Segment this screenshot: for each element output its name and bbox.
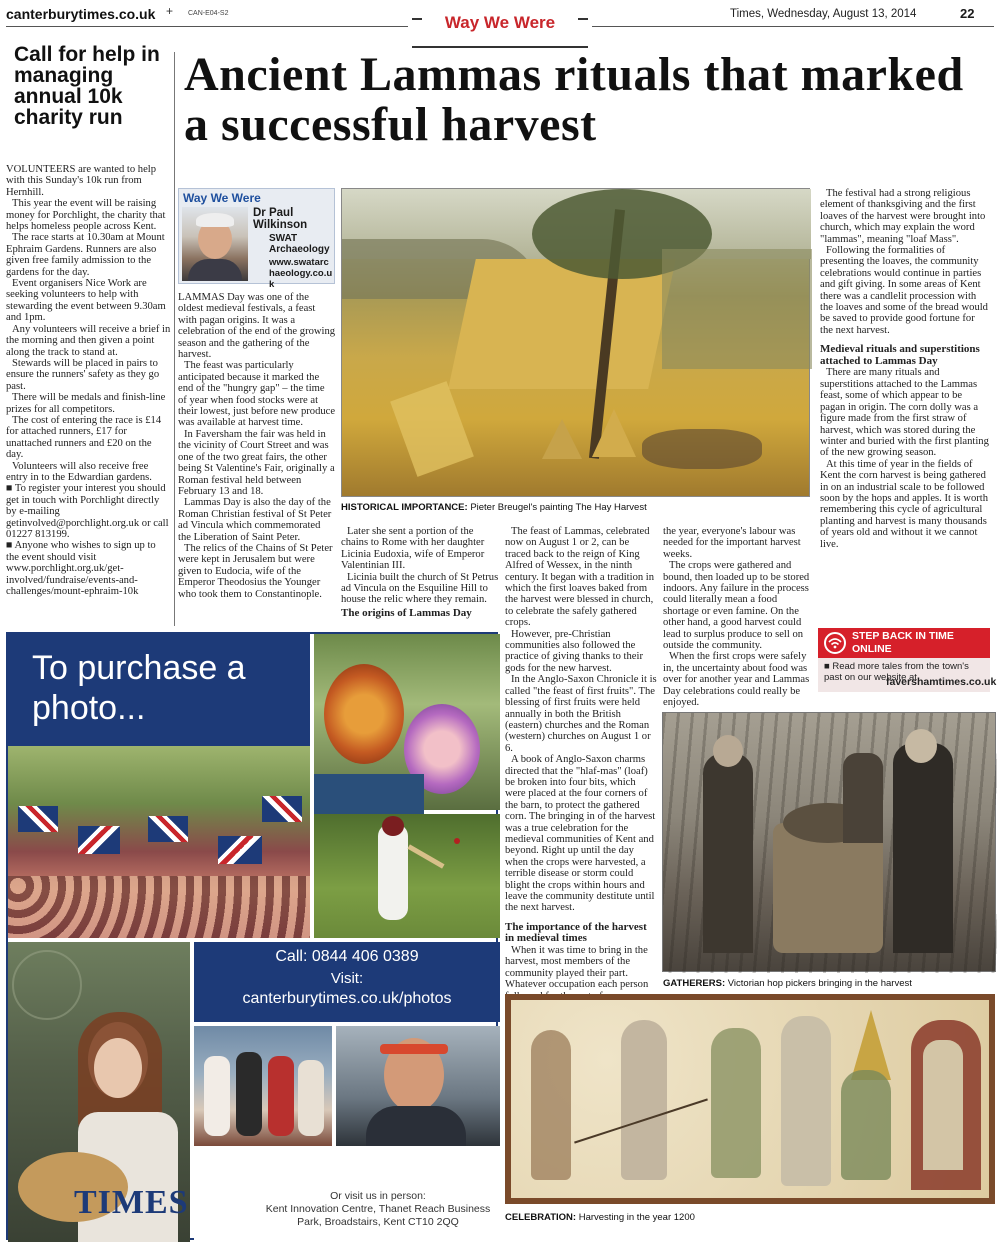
author-photo: [182, 207, 248, 281]
story-paragraph: There are many rituals and superstitions attached to the Lammas feast, some of which appear to be pagan in origin. The corn dolly was a figure made from the first straw of harvest, which was stored during the winter and buried with the first planting of the new growing season.: [820, 367, 989, 459]
author-name: Dr Paul Wilkinson: [253, 207, 308, 231]
story-paragraph: When it was time to bring in the harvest, most members of the community played their part. Whatever occupation each person: [505, 945, 649, 991]
story-paragraph: At this time of year in the fields of Kent the corn harvest is being gathered in on an industrial scale to be followed soon by the hops and apples. It is worth remembering this cycle of agricultural planting and harvest is many thousands of years old and without it we cannot live.: [820, 458, 989, 550]
story-paragraph: the year, everyone's labour was needed for the important harvest weeks.: [663, 526, 801, 560]
story-subhead: The origins of Lammas Day: [341, 606, 472, 619]
story-subhead: Medieval rituals and superstitions attached to Lammas Day: [820, 343, 980, 367]
sidebar-paragraph: Event organisers Nice Work are seeking volunteers to help with stewarding the event between 9.30am and 1pm.: [6, 278, 166, 324]
address-text: Kent Innovation Centre, Thanet Reach Business Park, Broadstairs, Kent CT10 2QQ: [265, 1203, 491, 1228]
sidebar-paragraph: The race starts at 10.30am at Mount Ephraim Gardens. Runners are also given free family admission to the gardens for the day.: [6, 232, 165, 278]
sidebar-paragraph: ■ To register your interest you should get in touch with Porchlight directly by e-mailing getinvolved@porchlight.org.uk or call 01227 813199.: [6, 483, 169, 540]
caption-text: Harvesting in the year 1200: [578, 1212, 695, 1223]
story-paragraph: The festival had a strong religious element of thanksgiving and the first loaves of the harvest were brought into church, which may explain the word "lammas", meaning "loaf Mass".: [820, 188, 986, 245]
caption-text: Victorian hop pickers bringing in the harvest: [727, 978, 912, 989]
painting-caption: [341, 502, 811, 513]
sidebar-paragraph: ■ Anyone who wishes to sign up to the event should visit www.porchlight.org.uk/get-involved/fundraise/events-and-challenges/mount-ephraim-10k: [6, 540, 156, 598]
main-headline: Ancient Lammas rituals that marked a successful harvest: [184, 48, 964, 151]
promo-link[interactable]: favershamtimes.co.uk: [886, 676, 997, 688]
byline-label: Way We Were: [183, 191, 261, 205]
advert-headline: To purchase a photo...: [32, 649, 246, 727]
site-name: canterburytimes.co.uk: [6, 6, 156, 22]
story-column-4: [663, 526, 813, 709]
author-org: SWAT Archaeology: [269, 233, 330, 255]
flag-crowd-photo: [8, 746, 310, 938]
story-paragraph: The feast of Lammas, celebrated now on August 1 or 2, can be traced back to the reign of King Alfred of Wessex, in the ninth century. It began with a tradition in which the first loaves baked from the harvest were blessed in church, to celebrate the safely gathered crops.: [505, 526, 655, 629]
fancy-dress-photo: [194, 1026, 332, 1146]
sidebar-paragraph: Stewards will be placed in pairs to ensure the runners' safety as they go past.: [6, 357, 160, 392]
caption-label: CELEBRATION:: [505, 1212, 577, 1223]
story-paragraph: Following the formalities of presenting the loaves, the community celebrations would continue in parties and gift giving. In some areas of Kent there was a candlelit procession with the loaves and some of the bread would be saved to provide good fortune for the next harvest.: [820, 245, 988, 336]
promo-box: [818, 628, 997, 692]
medieval-illustration: [505, 994, 995, 1204]
advert-visit-label: Visit:: [330, 970, 364, 987]
cricket-photo: [314, 814, 500, 938]
photo-sales-advert[interactable]: [6, 632, 498, 1240]
sidebar-paragraph: Volunteers will also receive free entry in to the Edwardian gardens.: [6, 460, 152, 483]
page-number: 22: [960, 6, 975, 21]
face-paint-photo: [314, 634, 500, 810]
story-paragraph: LAMMAS Day was one of the oldest medieval festivals, a feast with pagan origins. It was a celebration of the end of the growing season and the gathering of the harvest.: [178, 292, 336, 361]
medieval-caption: [505, 1212, 995, 1223]
story-paragraph: The relics of the Chains of St Peter were kept in Jerusalem but were given to Eudocia, wife of the Emperor Theodosius the Younger who took them to Constantinople.: [178, 542, 333, 600]
sidebar-paragraph: VOLUNTEERS are wanted to help with this Sunday's 10k run from Hernhill.: [6, 164, 157, 198]
sidebar-body: [6, 164, 171, 622]
hop-pickers-photo: [662, 712, 996, 972]
story-subhead: The importance of the harvest in medieval times: [505, 920, 647, 945]
section-label: Way We Were: [422, 6, 578, 42]
hop-caption: [663, 978, 997, 989]
column-rule: [174, 52, 175, 626]
caption-label: HISTORICAL IMPORTANCE:: [341, 502, 468, 513]
story-paragraph: Lammas Day is also the day of the Roman Christian festival of St Peter ad Vincula which commemorated the Liberation of Saint Peter.: [178, 497, 332, 543]
story-paragraph: However, pre-Christian communities also followed the practice of giving thanks to their gods for the new harvest.: [505, 628, 643, 674]
sidebar-headline: Call for help in managing annual 10k charity run: [14, 43, 160, 129]
address-intro: Or visit us in person:: [330, 1190, 426, 1202]
story-paragraph: The feast was particularly anticipated because it marked the end of the "hungry gap" – the time of year when food stocks were at their lowest, just before new produce was available at harvest time.: [178, 360, 336, 429]
caption-text: Pieter Breugel's painting The Hay Harvest: [470, 502, 647, 513]
wifi-icon: [824, 632, 846, 654]
advert-phone[interactable]: Call: 0844 406 0389: [275, 948, 419, 965]
story-paragraph: A book of Anglo-Saxon charms directed that the "hlaf-mas" (loaf) be broken into four bits, which were placed at the four corners of the barn, to protect the gathered corn. The bringing in of the harvest was a true celebration for the medieval communities of Kent and beyond. Right up until the day when the crops were harvested, a terrible disease or storm could blight the crops within hours and leave the community destitute until the next harvest.: [505, 754, 656, 914]
runner-photo: [336, 1026, 500, 1146]
page-code: CAN-E04-S2: [188, 10, 229, 17]
story-paragraph: Licinia built the church of St Petrus ad Vincula on the Esquiline Hill to house the relic where they remain.: [341, 571, 499, 606]
advert-url[interactable]: canterburytimes.co.uk/photos: [242, 990, 452, 1007]
story-paragraph: In the Anglo-Saxon Chronicle it is called "the feast of first fruits". The blessing of first fruits were held annually in both the British (eastern) churches and the Roman (western) churches on August 1 or 6.: [505, 674, 657, 754]
sidebar-paragraph: There will be medals and finish-line prizes for all competitors.: [6, 392, 166, 415]
story-column-1: [178, 292, 336, 624]
sidebar-paragraph: Any volunteers will receive a brief in the morning and then given a point along the track to stand at.: [6, 323, 171, 358]
promo-title: STEP BACK IN TIME ONLINE: [852, 630, 954, 655]
caption-label: GATHERERS:: [663, 978, 726, 989]
top-rule: [6, 26, 408, 27]
times-logo: TIMES: [74, 1184, 189, 1221]
story-column-2: [341, 526, 499, 626]
advert-address: [258, 1190, 498, 1229]
registration-mark: +: [166, 4, 174, 18]
promo-text: ■ Read more tales from the town's past on our website at: [824, 661, 969, 683]
byline-box: [178, 188, 335, 290]
author-website: www.swatarchaeology.co.uk: [269, 257, 333, 290]
dateline: Times, Wednesday, August 13, 2014: [730, 8, 917, 20]
sidebar-paragraph: This year the event will be raising money for Porchlight, the charity that helps homeless people across Kent.: [6, 198, 166, 233]
story-paragraph: Later she sent a portion of the chains to Rome with her daughter Licinia Eudoxia, wife of Emperor Valentinian III.: [341, 526, 485, 572]
sidebar-paragraph: The cost of entering the race is £14 for attached runners, £17 for unattached runners and £20 on the day.: [6, 414, 162, 461]
story-column-3: [505, 526, 657, 991]
story-column-5: [820, 188, 990, 628]
story-paragraph: In Faversham the fair was held in the vicinity of Court Street and was one of the two great fairs, the other being St Valentine's Fair, originally a Roman festival held between February 13 and 18.: [178, 428, 335, 497]
painting-hay-harvest: [341, 188, 810, 497]
story-paragraph: When the first crops were safely in, the uncertainty about food was over for another year and Lammas Day celebrations could really be enjoyed.: [663, 651, 810, 709]
story-paragraph: The crops were gathered and bound, then loaded up to be stored indoors. Any failure in the process could literally mean a food shortage or even famine. On the other hand, a good harvest could lead to surplus produce to sell on outside the community.: [663, 560, 810, 652]
